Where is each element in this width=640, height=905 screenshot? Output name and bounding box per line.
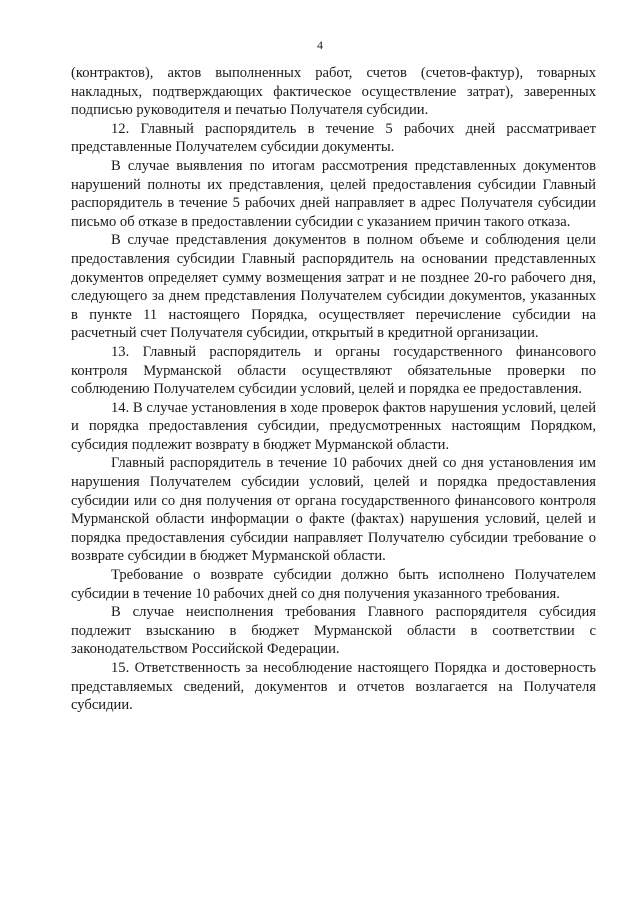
document-body <box>71 64 596 715</box>
paragraph-refusal: В случае выявления по итогам рассмотрения представленных документов нарушений полноты их представления, целей предоставления субсидии Главный распорядитель в течение 5 рабочих дней направляет в адрес Получателя субсидии письмо об отказе в предоставлении субсидии с указанием причин такого отказа. <box>71 157 596 230</box>
paragraph-continuation: (контрактов), актов выполненных работ, счетов (счетов-фактур), товарных накладных, подтверждающих фактическое осуществление затрат), заверенных подписью руководителя и печатью Получателя субсидии. <box>71 65 596 119</box>
paragraph-clause-14: 14. В случае установления в ходе проверок фактов нарушения условий, целей и порядка предоставления субсидии, предусмотренных настоящим Порядком, субсидия подлежит возврату в бюджет Мурманской области. <box>71 399 596 453</box>
paragraph-clause-15: 15. Ответственность за несоблюдение настоящего Порядка и достоверность представляемых сведений, документов и отчетов возлагается на Получателя субсидии. <box>71 660 596 714</box>
paragraph-demand-term: Требование о возврате субсидии должно быть исполнено Получателем субсидии в течение 10 рабочих дней со дня получения указанного требования. <box>71 567 596 602</box>
paragraph-clause-12: 12. Главный распорядитель в течение 5 рабочих дней рассматривает представленные Получателем субсидии документы. <box>71 120 596 156</box>
paragraph-clause-13: 13. Главный распорядитель и органы государственного финансового контроля Мурманской области осуществляют обязательные проверки по соблюдению Получателем субсидии условий, целей и порядка ее предоставления. <box>71 343 596 398</box>
paragraph-transfer: В случае представления документов в полном объеме и соблюдения цели предоставления субсидии Главный распорядитель на основании представленных документов определяет сумму возмещения затрат и не позднее 20-го рабочего дня, следующего за днем представления Получателем субсидии документов, указанных в пункте 11 настоящего Порядка, осуществляет перечисление субсидии на расчетный счет Получателя субсидии, открытый в кредитной организации. <box>71 232 596 342</box>
page-number: 4 <box>317 38 323 52</box>
paragraph-recovery: В случае неисполнения требования Главного распорядителя субсидия подлежит взысканию в бюджет Мурманской области в соответствии с законодательством Российской Федерации. <box>71 604 596 658</box>
paragraph-demand: Главный распорядитель в течение 10 рабочих дней со дня установления им нарушения Получателем субсидии условий, целей и порядка предоставления субсидии или со дня получения от органа государственного финансового контроля Мурманской области информации о факте (фактах) нарушения условий, целей и порядка предоставления субсидии направляет Получателю субсидии требование о возврате субсидии в бюджет Мурманской области. <box>71 455 596 565</box>
